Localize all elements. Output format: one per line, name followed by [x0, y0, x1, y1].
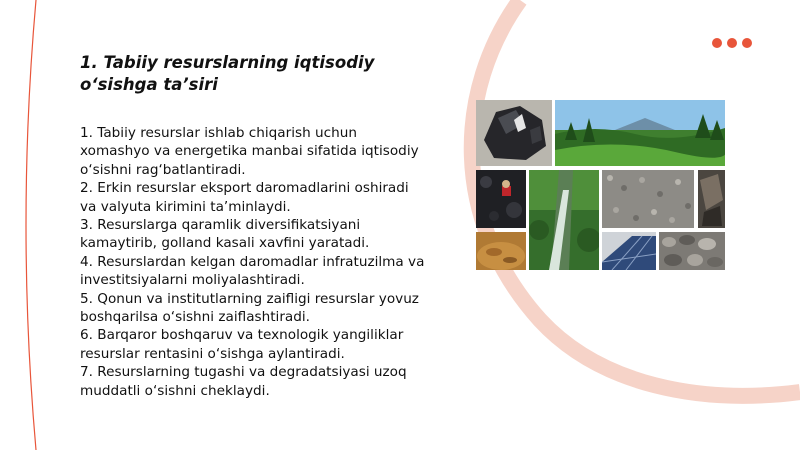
gravel-image [602, 170, 694, 228]
list-item: 3. Resurslarga qaramlik diversifikatsiyani kamaytirib, golland kasali xavfini yaratadi. [80, 217, 370, 252]
menu-dots-icon [712, 38, 752, 48]
list-item: 2. Erkin resurslar eksport daromadlarini oshiradi va valyuta kirimini ta’minlaydi. [80, 180, 409, 215]
list-item: 1. Tabiiy resurslar ishlab chiqarish uchun xomashyo va energetika manbai sifatida iqtisodiy o‘sishni rag‘batlantiradi. [80, 125, 419, 178]
dot [742, 38, 752, 48]
waterfall-forest-image [529, 170, 599, 270]
dot [727, 38, 737, 48]
list-item: 6. Barqaror boshqaruv va texnologik yangiliklar resurslar rentasini o‘sishga aylantiradi. [80, 327, 404, 362]
natural-resources-collage [476, 100, 725, 270]
list-item: 4. Resurslardan kelgan daromadlar infratuzilma va investitsiyalarni moliyalashtiradi. [80, 253, 425, 289]
list-item: 7. Resurslarning tugashi va degradatsiyasi uzoq muddatli o‘sishni cheklaydi. [80, 364, 407, 399]
coal-rock-image [476, 100, 552, 166]
left-thin-arc [26, 0, 36, 450]
rock-close-up-image [698, 170, 725, 228]
coal-miner-image [476, 170, 526, 228]
forest-landscape-image [555, 100, 725, 166]
solar-panel-image [602, 232, 656, 270]
points-list [80, 124, 425, 400]
list-item: 5. Qonun va institutlarning zaifligi resurslar yovuz boshqarilsa o‘sishni zaiflashtiradi. [80, 290, 419, 326]
slide-title: 1. Tabiiy resurslarning iqtisodiy o‘sishga ta’siri [80, 53, 375, 94]
dot [712, 38, 722, 48]
sawdust-image [476, 232, 526, 270]
pebbles-image [659, 232, 725, 270]
